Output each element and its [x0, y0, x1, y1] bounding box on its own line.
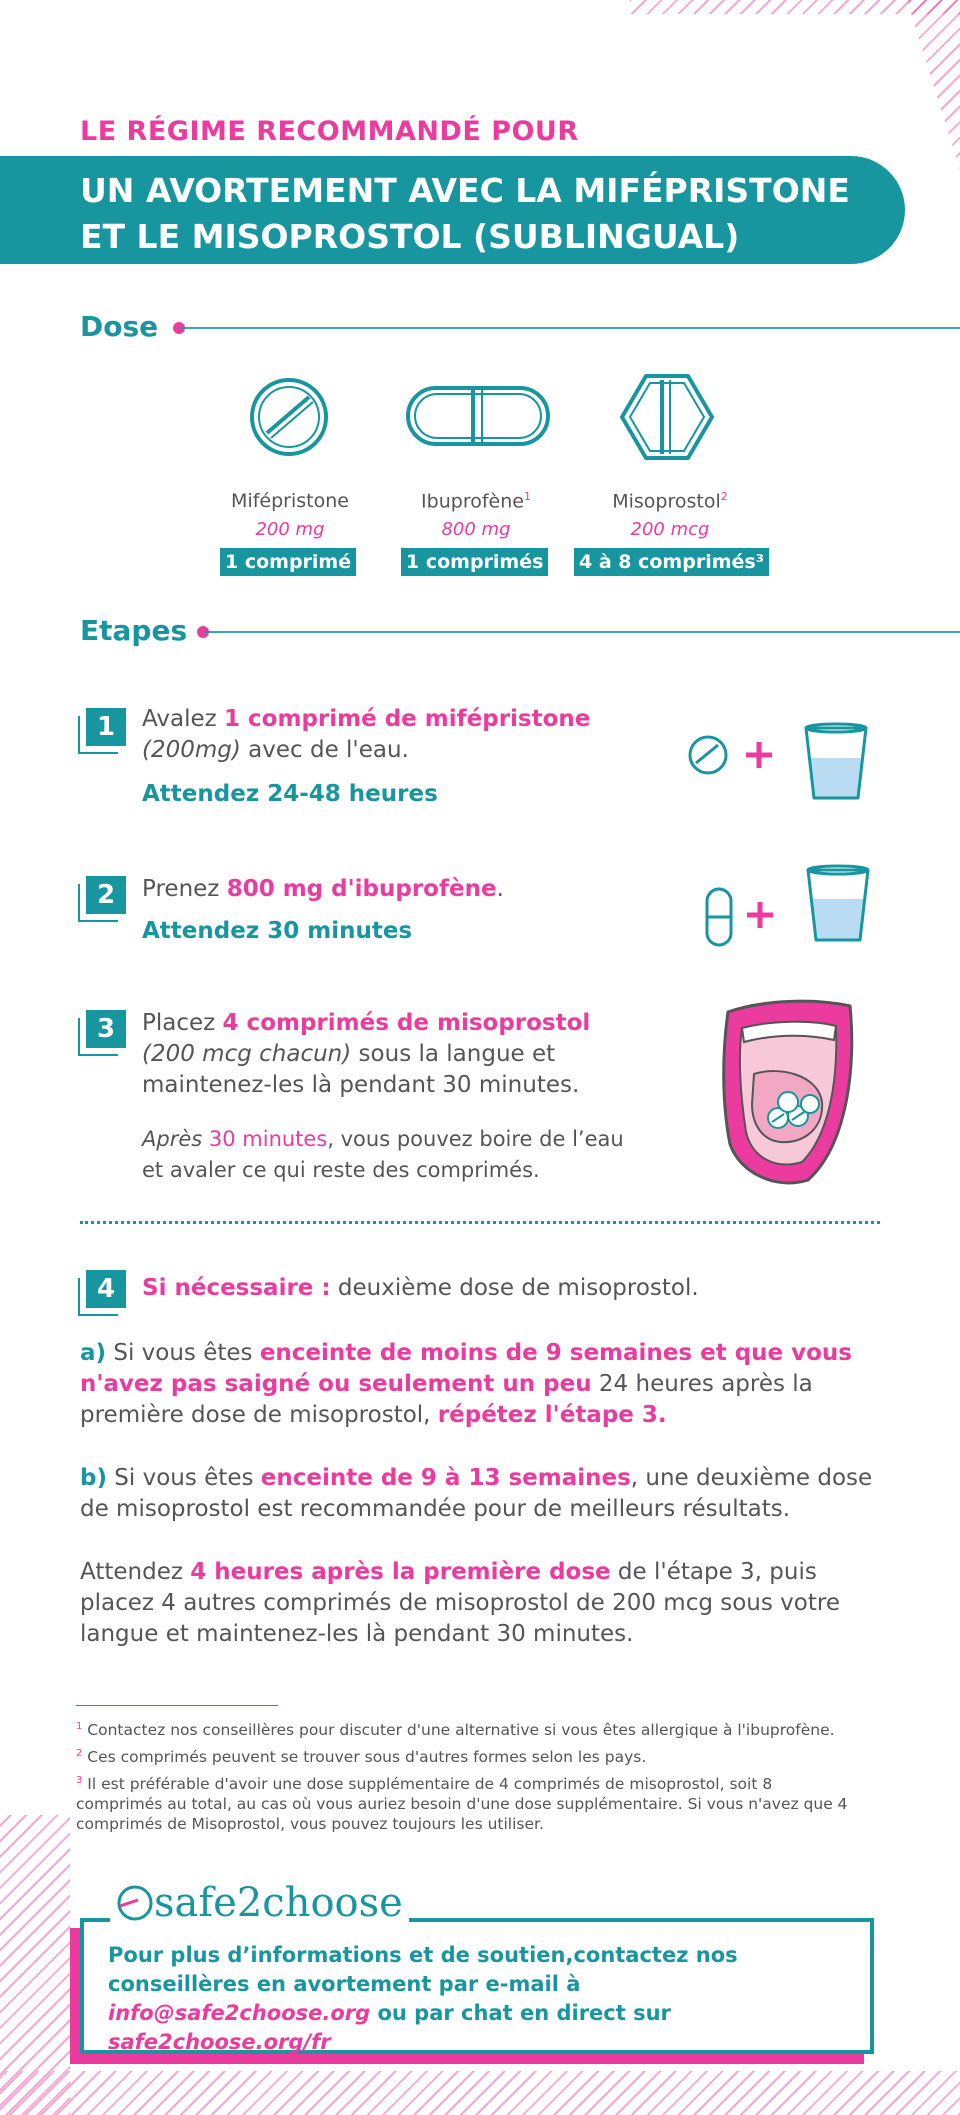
- hexagon-pill-icon: [618, 372, 716, 462]
- steps-heading: Etapes: [80, 614, 188, 647]
- step-2-number: 2: [86, 876, 126, 914]
- pill-name-mifepristone: [200, 490, 380, 512]
- mouth-tongue-icon: [718, 994, 858, 1188]
- step-highlight: enceinte de moins de 9 semaines et que vous n'avez pas saigné ou seulement un peu: [80, 1340, 852, 1397]
- pill-count-ibuprofene: 1 comprimés: [401, 548, 548, 576]
- step-text-part: , vous pouvez boire de l’eau: [327, 1127, 624, 1151]
- step-text-part: , une deuxième dose de misoprostol est recommandée pour de meilleurs résultats.: [80, 1465, 873, 1522]
- footnote-1: [76, 1717, 856, 1740]
- small-capsule-icon: [704, 886, 734, 948]
- plus-icon: [744, 740, 774, 770]
- step-4-option-b: [80, 1463, 890, 1525]
- safe2choose-logo: [110, 1880, 409, 1926]
- step-highlight: enceinte de 9 à 13 semaines: [260, 1465, 631, 1491]
- pill-name-text: Misoprostol: [612, 490, 721, 513]
- step-dose-note: (200mg): [142, 737, 241, 763]
- step-text-part: et avaler ce qui reste des comprimés.: [142, 1158, 540, 1182]
- logo-text: safe2choose: [154, 1880, 403, 1926]
- step-highlight: répétez l'étape 3.: [437, 1402, 667, 1428]
- step-3-text: [142, 1008, 702, 1101]
- footnote-number: 3: [76, 1775, 83, 1786]
- dose-heading: Dose: [80, 310, 159, 343]
- pill-count-mifepristone: 1 comprimé: [220, 548, 356, 576]
- footnote-number: 1: [76, 1721, 83, 1732]
- capsule-icon: [405, 385, 551, 447]
- decorative-hatch-bottom: [0, 2071, 960, 2115]
- step-highlight: 4 comprimés de misoprostol: [222, 1010, 591, 1036]
- step-highlight: 1 comprimé de mifépristone: [224, 706, 591, 732]
- contact-text-part: Pour plus d’informations et de soutien,contactez nos conseillères en avortement par e-mail à: [108, 1943, 738, 1996]
- footnote-text: Il est préférable d'avoir une dose supplémentaire de 4 comprimés de misoprostol, soit 8 comprimés au total, au cas où vous auriez besoin d'une dose supplémentaire. Si vous n'avez que 4 comprimés de Misoprostol, vous pouvez toujours les utiliser.: [76, 1775, 848, 1834]
- section-divider: [80, 1221, 880, 1224]
- pill-name-misoprostol: [580, 490, 760, 512]
- step-1-wait: Attendez 24-48 heures: [142, 781, 438, 807]
- page-subtitle: LE RÉGIME RECOMMANDÉ POUR: [80, 116, 579, 147]
- pill-dose-misoprostol: 200 mcg: [630, 519, 710, 540]
- footnote-3: [76, 1771, 856, 1834]
- pill-name-text: Ibuprofène: [421, 490, 524, 513]
- step-3-after-note: [142, 1124, 702, 1186]
- step-1-text: [142, 704, 662, 766]
- footnote-text: Contactez nos conseillères pour discuter d'une alternative si vous êtes allergique à l'ibuprofène.: [82, 1721, 835, 1740]
- pill-name-ibuprofene: [386, 490, 566, 512]
- pill-dose-ibuprofene: 800 mg: [441, 519, 511, 540]
- water-glass-icon: [803, 722, 869, 804]
- pill-name-text: Mifépristone: [231, 490, 349, 512]
- step-text-part: de l'étape 3, puis placez 4 autres comprimés de misoprostol de 200 mcg sous votre langue et maintenez-les là pendant 30 minutes.: [80, 1559, 840, 1647]
- step-3-number: 3: [86, 1010, 126, 1048]
- step-highlight: Si nécessaire :: [142, 1275, 331, 1301]
- step-1-number: 1: [86, 708, 126, 746]
- option-label: a): [80, 1340, 107, 1366]
- step-2-wait: Attendez 30 minutes: [142, 918, 413, 944]
- water-glass-icon: [805, 864, 871, 946]
- step-4-number: 4: [86, 1270, 126, 1308]
- step-text-part: Si vous êtes: [106, 1465, 261, 1491]
- footnote-ref: 2: [720, 490, 728, 503]
- step-text-part: Après: [142, 1127, 209, 1151]
- footnote-2: [76, 1744, 856, 1767]
- decorative-hatch-bottom-left: [0, 1815, 70, 2115]
- title-line-2: ET LE MISOPROSTOL (SUBLINGUAL): [80, 217, 740, 256]
- step-text-part: maintenez-les là pendant 30 minutes.: [142, 1072, 580, 1098]
- plus-icon: [745, 900, 775, 930]
- step-text-part: Si vous êtes: [106, 1340, 260, 1366]
- step-text-part: Prenez: [142, 876, 227, 902]
- contact-text: [108, 1941, 838, 2057]
- title-line-1: UN AVORTEMENT AVEC LA MIFÉPRISTONE: [80, 171, 850, 210]
- option-label: b): [80, 1465, 107, 1491]
- step-2-text: [142, 874, 662, 905]
- step-text-part: 24 heures après la première dose de misoprostol,: [80, 1371, 813, 1428]
- footnote-ref: 1: [523, 490, 531, 503]
- step-highlight: 800 mg d'ibuprofène: [226, 876, 497, 902]
- step-text-part: .: [496, 876, 504, 902]
- step-text-part: deuxième dose de misoprostol.: [330, 1275, 699, 1301]
- email-link[interactable]: info@safe2choose.org: [108, 2001, 371, 2025]
- website-link[interactable]: safe2choose.org/fr: [108, 2030, 331, 2054]
- step-highlight: 30 minutes: [208, 1127, 328, 1151]
- decorative-hatch-top-right: [580, 0, 960, 170]
- steps-heading-line: [204, 631, 960, 633]
- contact-text-part: ou par chat en direct sur: [370, 2001, 671, 2025]
- step-4-wait-paragraph: [80, 1557, 890, 1650]
- footnote-separator: [76, 1705, 278, 1706]
- step-dose-note: (200 mcg chacun): [142, 1041, 352, 1067]
- step-text-part: Placez: [142, 1010, 223, 1036]
- step-text-part: Avalez: [142, 706, 225, 732]
- footnote-text: Ces comprimés peuvent se trouver sous d'autres formes selon les pays.: [82, 1748, 647, 1767]
- round-pill-icon: [247, 375, 331, 459]
- step-highlight: 4 heures après la première dose: [190, 1559, 611, 1585]
- dose-heading-line: [180, 327, 960, 329]
- pill-dose-mifepristone: 200 mg: [255, 519, 325, 540]
- small-pill-icon: [686, 733, 730, 777]
- pill-count-misoprostol: 4 à 8 comprimés³: [574, 548, 769, 576]
- step-text-part: Attendez: [80, 1559, 191, 1585]
- logo-mark-icon: [116, 1884, 154, 1922]
- footnote-number: 2: [76, 1748, 83, 1759]
- page-title: [80, 168, 900, 260]
- step-text-part: sous la langue et: [351, 1041, 556, 1067]
- step-4-option-a: [80, 1338, 890, 1431]
- step-4-text: [142, 1273, 842, 1304]
- step-text-part: avec de l'eau.: [240, 737, 409, 763]
